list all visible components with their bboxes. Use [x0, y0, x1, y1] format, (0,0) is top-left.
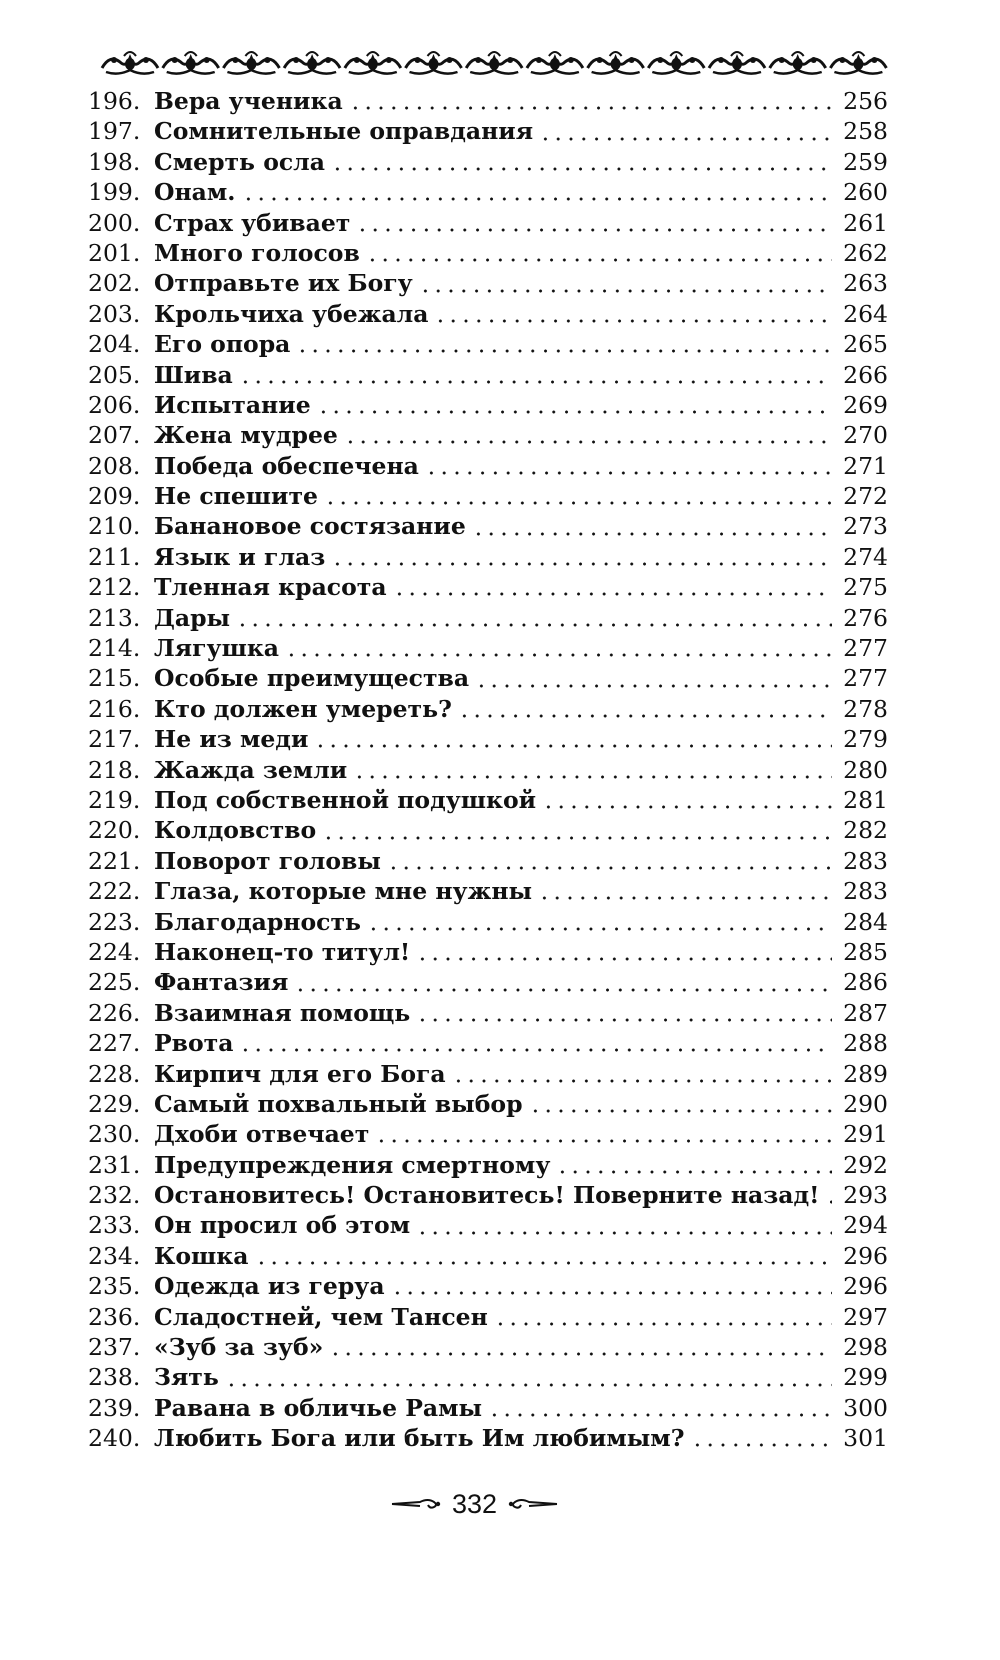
toc-entry — [88, 937, 888, 967]
dot-leader — [331, 167, 832, 171]
toc-entry — [88, 724, 888, 754]
toc-entry-number: 232. — [88, 1181, 141, 1210]
toc-entry-page: 275 — [843, 573, 888, 602]
toc-entry — [88, 1362, 888, 1392]
ornament-motif — [588, 52, 644, 74]
toc-entry — [88, 1180, 888, 1210]
toc-entry-number: 239. — [88, 1393, 141, 1422]
toc-entry — [88, 998, 888, 1028]
toc-entry — [88, 1119, 888, 1149]
toc-entry-title: Зять — [154, 1363, 219, 1392]
toc-entry-title: Благодарность — [154, 907, 361, 936]
toc-entry-title: Под собственной подушкой — [154, 785, 537, 814]
toc-entry-number: 203. — [88, 299, 141, 328]
toc-entry-page: 288 — [843, 1029, 888, 1058]
toc-entry-page: 296 — [843, 1241, 888, 1270]
toc-entry-number: 214. — [88, 634, 141, 663]
dot-leader — [353, 775, 832, 779]
toc-entry-number: 225. — [88, 968, 141, 997]
toc-entry-page: 269 — [843, 390, 888, 419]
toc-entry-number: 197. — [88, 117, 141, 146]
ornament-motif — [770, 52, 826, 74]
ornament-motif — [406, 52, 462, 74]
toc-entry — [88, 238, 888, 268]
dot-leader — [255, 1261, 832, 1265]
toc-entry-number: 206. — [88, 390, 141, 419]
dot-leader — [416, 1018, 832, 1022]
dot-leader — [419, 289, 832, 293]
toc-entry-number: 229. — [88, 1089, 141, 1118]
dot-leader — [425, 471, 832, 475]
page-number: 332 — [451, 1488, 498, 1519]
toc-entry — [88, 633, 888, 663]
dot-leader — [349, 106, 832, 110]
toc-entry-title: Крольчиха убежала — [154, 299, 429, 328]
toc-entry — [88, 1271, 888, 1301]
toc-entry-page: 283 — [843, 846, 888, 875]
toc-entry-title: Остановитесь! Остановитесь! Поверните назад! — [154, 1181, 820, 1210]
toc-entry-page: 283 — [843, 877, 888, 906]
ornament-motif — [163, 52, 219, 74]
toc-entry-number: 200. — [88, 208, 141, 237]
toc-entry-title: Шива — [154, 360, 233, 389]
toc-entry-page: 290 — [843, 1089, 888, 1118]
toc-entry-number: 220. — [88, 816, 141, 845]
toc-entry — [88, 907, 888, 937]
toc-entry — [88, 451, 888, 481]
ornament-motif — [223, 52, 279, 74]
toc-entry — [88, 1302, 888, 1332]
toc-entry — [88, 815, 888, 845]
dot-leader — [367, 927, 832, 931]
toc-entry-title: Страх убивает — [154, 208, 351, 237]
dot-leader — [691, 1443, 833, 1447]
dot-leader — [317, 410, 832, 414]
toc-entry-title: Любить Бога или быть Им любимым? — [154, 1424, 685, 1453]
toc-entry — [88, 785, 888, 815]
toc-entry-number: 230. — [88, 1120, 141, 1149]
toc-entry — [88, 481, 888, 511]
toc-entry-page: 289 — [843, 1059, 888, 1088]
dot-leader — [225, 1383, 832, 1387]
dot-leader — [324, 501, 832, 505]
toc-entry — [88, 1393, 888, 1423]
dot-leader — [434, 319, 832, 323]
toc-entry — [88, 299, 888, 329]
dot-leader — [529, 1109, 832, 1113]
toc-entry-number: 234. — [88, 1241, 141, 1270]
toc-entry-number: 233. — [88, 1211, 141, 1240]
toc-entry-number: 215. — [88, 664, 141, 693]
toc-entry-page: 296 — [843, 1272, 888, 1301]
toc-entry-page: 298 — [843, 1333, 888, 1362]
ornament-motif — [102, 52, 158, 74]
toc-entry-page: 285 — [843, 937, 888, 966]
toc-entry-title: Онам. — [154, 178, 236, 207]
toc-entry-page: 258 — [843, 117, 888, 146]
toc-entry-page: 262 — [843, 238, 888, 267]
toc-entry-title: Жена мудрее — [154, 421, 338, 450]
toc-entry-title: Наконец-то титул! — [154, 937, 411, 966]
toc-entry-title: Самый похвальный выбор — [154, 1089, 523, 1118]
toc-entry-title: Фантазия — [154, 968, 289, 997]
dot-leader — [416, 957, 832, 961]
dot-leader — [825, 1200, 832, 1204]
toc-entry-title: Отправьте их Богу — [154, 269, 413, 298]
dot-leader — [538, 896, 832, 900]
toc-entry-page: 273 — [843, 512, 888, 541]
toc-entry — [88, 1210, 888, 1240]
toc-entry-page: 287 — [843, 998, 888, 1027]
toc-entry — [88, 1089, 888, 1119]
toc-entry-number: 226. — [88, 998, 141, 1027]
toc-entry-page: 277 — [843, 634, 888, 663]
toc-entry-number: 213. — [88, 603, 141, 632]
toc-entry-page: 277 — [843, 664, 888, 693]
toc-entry-page: 299 — [843, 1363, 888, 1392]
dot-leader — [239, 380, 832, 384]
toc-entry-number: 222. — [88, 877, 141, 906]
dot-leader — [416, 1231, 832, 1235]
toc-entry — [88, 755, 888, 785]
toc-entry — [88, 694, 888, 724]
toc-entry — [88, 1150, 888, 1180]
toc-entry-title: Победа обеспечена — [154, 451, 419, 480]
toc-entry-page: 300 — [843, 1393, 888, 1422]
toc-entry-title: Вера ученика — [154, 87, 343, 115]
toc-entry-page: 293 — [843, 1181, 888, 1210]
dot-leader — [472, 532, 832, 536]
toc-entry-number: 207. — [88, 421, 141, 450]
toc-entry — [88, 177, 888, 207]
toc-entry-number: 205. — [88, 360, 141, 389]
dot-leader — [391, 1291, 832, 1295]
toc-entry-title: Он просил об этом — [154, 1211, 411, 1240]
toc-entry — [88, 86, 888, 116]
ornament-motif — [830, 52, 886, 74]
toc-entry-page: 297 — [843, 1302, 888, 1331]
toc-entry-page: 292 — [843, 1150, 888, 1179]
ornament-motif — [648, 52, 704, 74]
toc-entry-number: 218. — [88, 755, 141, 784]
toc-entry — [88, 116, 888, 146]
toc-entry-page: 264 — [843, 299, 888, 328]
toc-entry-number: 228. — [88, 1059, 141, 1088]
dot-leader — [488, 1413, 832, 1417]
toc-entry-page: 280 — [843, 755, 888, 784]
dot-leader — [542, 805, 832, 809]
toc-entry-page: 301 — [843, 1424, 888, 1453]
table-of-contents — [88, 86, 888, 1454]
ornament-motif — [527, 52, 583, 74]
toc-entry-number: 231. — [88, 1150, 141, 1179]
flourish-right-icon — [507, 1496, 559, 1512]
ornament-motif — [345, 52, 401, 74]
toc-entry-page: 265 — [843, 330, 888, 359]
toc-entry-page: 291 — [843, 1120, 888, 1149]
toc-entry-title: Не из меди — [154, 725, 309, 754]
toc-entry — [88, 846, 888, 876]
toc-entry-page: 271 — [843, 451, 888, 480]
toc-entry-page: 270 — [843, 421, 888, 450]
dot-leader — [375, 1139, 832, 1143]
dot-leader — [494, 1322, 832, 1326]
toc-entry-title: Кто должен умереть? — [154, 694, 452, 723]
dot-leader — [285, 653, 832, 657]
toc-entry — [88, 329, 888, 359]
toc-entry-number: 238. — [88, 1363, 141, 1392]
toc-entry-title: Не спешите — [154, 482, 318, 511]
toc-entry — [88, 1241, 888, 1271]
toc-entry-title: Равана в обличье Рамы — [154, 1393, 483, 1422]
toc-entry-number: 211. — [88, 542, 141, 571]
dot-leader — [539, 137, 832, 141]
toc-entry-number: 204. — [88, 330, 141, 359]
dot-leader — [314, 744, 832, 748]
toc-entry-number: 209. — [88, 482, 141, 511]
toc-entry-number: 223. — [88, 907, 141, 936]
ornament-motif — [284, 52, 340, 74]
toc-entry — [88, 542, 888, 572]
dot-leader — [322, 836, 832, 840]
toc-entry-page: 260 — [843, 178, 888, 207]
toc-entry-page: 278 — [843, 694, 888, 723]
toc-entry — [88, 390, 888, 420]
toc-entry-number: 219. — [88, 785, 141, 814]
toc-entry-title: Глаза, которые мне нужны — [154, 877, 533, 906]
toc-entry-page: 274 — [843, 542, 888, 571]
toc-entry-page: 256 — [843, 87, 888, 115]
toc-entry-number: 196. — [88, 87, 141, 115]
toc-entry-title: Особые преимущества — [154, 664, 470, 693]
toc-entry-title: «Зуб за зуб» — [154, 1333, 324, 1362]
toc-entry-title: Одежда из геруа — [154, 1272, 385, 1301]
toc-entry-title: Жажда земли — [154, 755, 348, 784]
toc-entry-title: Кирпич для его Бога — [154, 1059, 446, 1088]
toc-entry — [88, 663, 888, 693]
toc-entry-page: 281 — [843, 785, 888, 814]
toc-entry-page: 279 — [843, 725, 888, 754]
toc-entry — [88, 967, 888, 997]
flourish-left-icon — [390, 1496, 442, 1512]
toc-entry-number: 235. — [88, 1272, 141, 1301]
toc-entry-number: 202. — [88, 269, 141, 298]
toc-entry-number: 208. — [88, 451, 141, 480]
toc-entry-number: 221. — [88, 846, 141, 875]
dot-leader — [387, 866, 832, 870]
ornament-motif — [466, 52, 522, 74]
toc-entry — [88, 208, 888, 238]
dot-leader — [296, 349, 832, 353]
toc-entry-number: 217. — [88, 725, 141, 754]
toc-entry-number: 198. — [88, 147, 141, 176]
toc-entry-title: Много голосов — [154, 238, 360, 267]
toc-entry-title: Кошка — [154, 1241, 249, 1270]
toc-entry-title: Взаимная помощь — [154, 998, 411, 1027]
toc-entry-title: Тленная красота — [154, 573, 387, 602]
toc-entry-title: Дхоби отвечает — [154, 1120, 370, 1149]
toc-entry-number: 199. — [88, 178, 141, 207]
toc-entry-number: 216. — [88, 694, 141, 723]
toc-entry-title: Лягушка — [154, 634, 280, 663]
toc-entry — [88, 360, 888, 390]
toc-entry-title: Сладостней, чем Тансен — [154, 1302, 488, 1331]
toc-entry-title: Рвота — [154, 1029, 234, 1058]
toc-entry-number: 224. — [88, 937, 141, 966]
toc-entry-title: Сомнительные оправдания — [154, 117, 534, 146]
toc-entry-page: 284 — [843, 907, 888, 936]
toc-entry-number: 240. — [88, 1424, 141, 1453]
page-footer — [0, 1484, 949, 1524]
toc-entry-title: Дары — [154, 603, 231, 632]
dot-leader — [294, 988, 832, 992]
toc-entry-page: 286 — [843, 968, 888, 997]
toc-entry-page: 261 — [843, 208, 888, 237]
toc-entry — [88, 420, 888, 450]
toc-entry — [88, 511, 888, 541]
toc-entry-title: Банановое состязание — [154, 512, 466, 541]
toc-entry-title: Смерть осла — [154, 147, 325, 176]
toc-entry-title: Поворот головы — [154, 846, 381, 875]
dot-leader — [452, 1079, 832, 1083]
dot-leader — [393, 592, 832, 596]
toc-entry-number: 236. — [88, 1302, 141, 1331]
toc-entry-page: 282 — [843, 816, 888, 845]
toc-entry-title: Предупреждения смертному — [154, 1150, 551, 1179]
toc-entry-number: 227. — [88, 1029, 141, 1058]
toc-entry-page: 294 — [843, 1211, 888, 1240]
toc-entry-title: Его опора — [154, 330, 291, 359]
ornament-motif — [709, 52, 765, 74]
toc-entry — [88, 1059, 888, 1089]
toc-entry — [88, 147, 888, 177]
dot-leader — [331, 562, 832, 566]
dot-leader — [556, 1170, 832, 1174]
dot-leader — [475, 684, 832, 688]
toc-entry — [88, 572, 888, 602]
dot-leader — [366, 258, 832, 262]
toc-entry-title: Испытание — [154, 390, 311, 419]
toc-entry-page: 272 — [843, 482, 888, 511]
toc-entry-number: 212. — [88, 573, 141, 602]
toc-entry — [88, 876, 888, 906]
toc-entry — [88, 1028, 888, 1058]
toc-entry — [88, 268, 888, 298]
toc-entry-page: 276 — [843, 603, 888, 632]
toc-entry-number: 201. — [88, 238, 141, 267]
toc-entry-number: 237. — [88, 1333, 141, 1362]
dot-leader — [458, 714, 832, 718]
dot-leader — [344, 440, 832, 444]
toc-entry-page: 259 — [843, 147, 888, 176]
toc-entry-title: Колдовство — [154, 816, 317, 845]
dot-leader — [242, 197, 833, 201]
toc-entry-title: Язык и глаз — [154, 542, 326, 571]
dot-leader — [239, 1048, 832, 1052]
toc-entry — [88, 603, 888, 633]
dot-leader — [329, 1352, 832, 1356]
ornamental-border-icon — [100, 46, 890, 82]
toc-entry-number: 210. — [88, 512, 141, 541]
dot-leader — [236, 623, 832, 627]
toc-entry — [88, 1332, 888, 1362]
dot-leader — [356, 228, 832, 232]
toc-entry-page: 263 — [843, 269, 888, 298]
toc-entry-page: 266 — [843, 360, 888, 389]
toc-entry — [88, 1423, 888, 1453]
